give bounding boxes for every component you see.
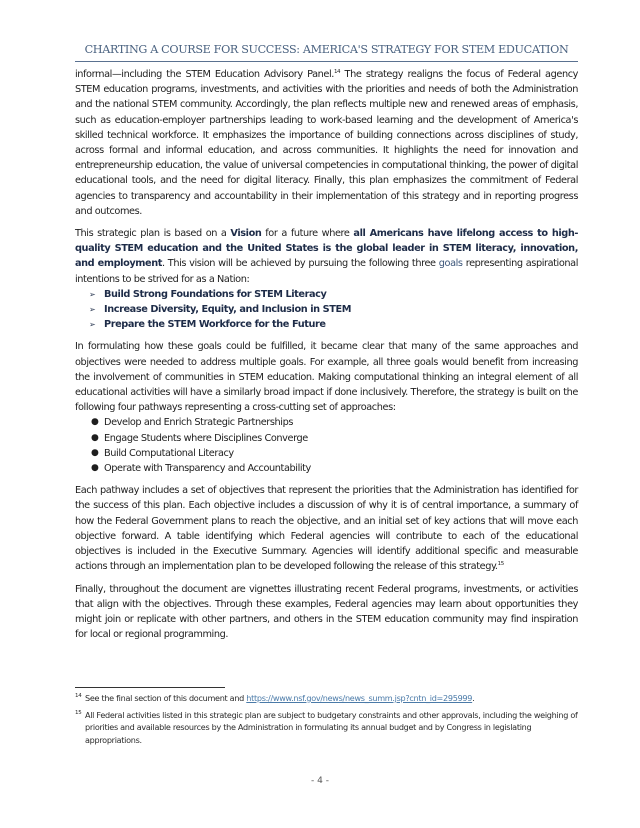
paragraph-text: informal—including the STEM Education Advisory Panel.	[75, 69, 334, 80]
pathway-item	[89, 461, 578, 476]
header-rule	[75, 61, 578, 62]
paragraph-pathways-intro: In formulating how these goals could be fulfilled, it became clear that many of the same approaches and objectives were needed to address multiple goals. For example, all three goals would benefit from increasing the involvement of communities in STEM education. Making computational thinking an integral element of all educational activities will have a similarly broad impact if done inclusively. Therefore, the strategy is built on the following four pathways representing a cross-cutting set of approaches:	[75, 341, 578, 414]
footnote-text: All Federal activities listed in this strategic plan are subject to budgetary constraints and other approvals, including the weighing of priorities and available resources by the Administration in formulating its annual budget and by Congress in legislating appropriations.	[85, 709, 578, 745]
arrow-bullet-icon: ➢	[89, 289, 96, 299]
footnote-number: 14	[75, 693, 82, 699]
bullet-icon: ●	[91, 417, 99, 428]
footnote-number: 15	[75, 709, 82, 716]
arrow-bullet-icon: ➢	[89, 305, 96, 315]
footnote-15	[75, 709, 578, 747]
pathway-item	[89, 415, 578, 430]
paragraph-strategy-focus	[75, 67, 578, 219]
footnotes	[75, 692, 578, 750]
paragraph-text: representing aspirational intentions to be strived for as a Nation:	[75, 258, 578, 285]
footnote-separator	[75, 687, 225, 688]
paragraph-text: This strategic plan is based on a	[75, 228, 231, 240]
pathway-label: Operate with Transparency and Accountability	[104, 463, 311, 475]
pathway-item	[89, 446, 578, 461]
paragraph-objectives	[75, 483, 578, 574]
pathway-item	[89, 431, 578, 446]
paragraph-text: for a future where	[261, 228, 354, 240]
goal-label: Build Strong Foundations for STEM Literacy	[104, 288, 327, 300]
goal-item	[89, 302, 578, 317]
goal-label: Increase Diversity, Equity, and Inclusion in STEM	[104, 304, 351, 316]
page-number: - 4 -	[311, 776, 329, 786]
nsf-news-link[interactable]: https://www.nsf.gov/news/news_summ.jsp?cntn_id=295999	[246, 693, 473, 703]
footnote-14	[75, 692, 578, 705]
page-body	[75, 67, 578, 649]
paragraph-vignettes: Finally, throughout the document are vignettes illustrating recent Federal programs, investments, or activities that align with the objectives. Through these examples, Federal agencies may learn about opportunities they might join or replicate with other partners, and others in the STEM education community may find inspiration for local or regional programming.	[75, 583, 578, 641]
goal-item	[89, 287, 578, 302]
vision-statement: all Americans have lifelong access to high-quality STEM education and the United States is the global leader in STEM literacy, innovation, and employment	[75, 228, 578, 270]
goals-list	[75, 287, 578, 333]
pathway-label: Engage Students where Disciplines Converge	[104, 432, 308, 444]
bullet-icon: ●	[91, 447, 99, 458]
running-header: CHARTING A COURSE FOR SUCCESS: AMERICA'S STRATEGY FOR STEM EDUCATION	[84, 43, 569, 56]
paragraph-text: . This vision will be achieved by pursuing the following three	[161, 258, 439, 270]
footnote-ref-15[interactable]: 15	[497, 561, 504, 568]
bullet-icon: ●	[91, 463, 99, 474]
pathway-label: Build Computational Literacy	[104, 447, 234, 459]
paragraph-text: The strategy realigns the focus of Federal agency STEM education programs, investments, and activities with the priorities and needs of both the Administration and the national STEM community. Accordingly, the plan reflects multiple new and renewed areas of emphasis, such as education-employer partnerships leading to work-based learning and the development of America's skilled technical workforce. It emphasizes the importance of building connections across disciplines of study, across formal and informal education, and across communities. It highlights the need for innovation and entrepreneurship education, the value of universal competencies in computational thinking, the power of digital educational tools, and the need for digital literacy. Finally, this plan emphasizes the commitment of Federal agencies to transparency and accountability in their implementation of this strategy and in reporting progress and outcomes.	[75, 69, 578, 217]
vision-label: Vision	[230, 228, 262, 240]
pathways-list	[75, 415, 578, 476]
goals-keyword: goals	[438, 258, 463, 270]
goal-item	[89, 317, 578, 332]
pathway-label: Develop and Enrich Strategic Partnerships	[104, 417, 294, 429]
bullet-icon: ●	[91, 432, 99, 443]
paragraph-text: Each pathway includes a set of objectives that represent the priorities that the Administration has identified for the success of this plan. Each objective includes a discussion of why it is of central importance, a summary of how the Federal Government plans to reach the objective, and an initial set of key actions that will move each objective forward. A table identifying which Federal agencies will contribute to each of the educational objectives is included in the Executive Summary. Agencies will identify additional specific and measurable actions through an implementation plan to be developed following the release of this strategy.	[75, 485, 578, 573]
goal-label: Prepare the STEM Workforce for the Future	[104, 319, 326, 331]
footnote-ref-14[interactable]: 14	[333, 69, 341, 75]
paragraph-vision	[75, 226, 578, 287]
footnote-text: .	[472, 693, 475, 703]
arrow-bullet-icon: ➢	[89, 320, 96, 330]
footnote-text: See the final section of this document and	[85, 693, 247, 703]
